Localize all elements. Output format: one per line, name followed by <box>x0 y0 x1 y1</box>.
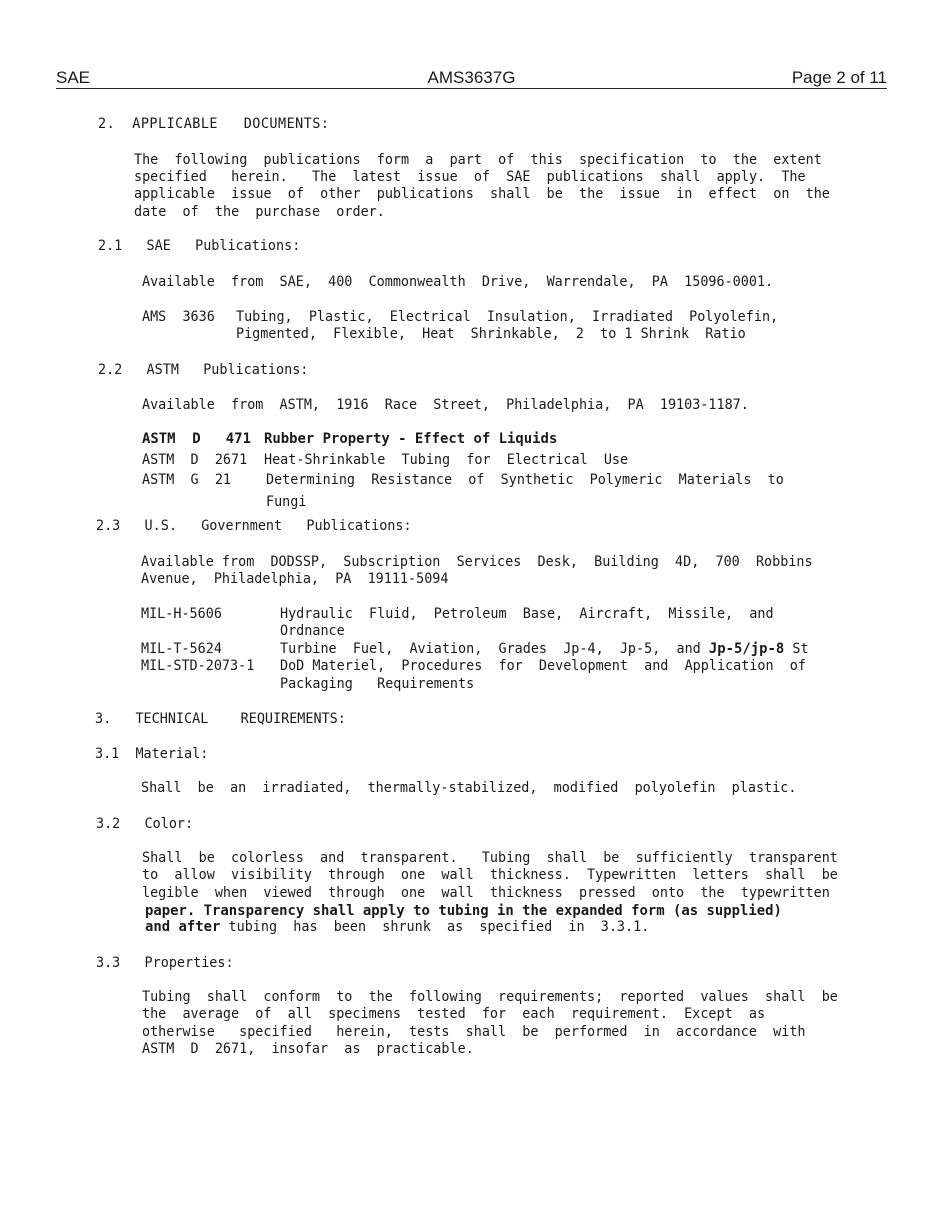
astm-d2671-title: Heat-Shrinkable Tubing for Electrical Use <box>264 452 629 468</box>
dodssp-availability-cont: Avenue, Philadelphia, PA 19111-5094 <box>141 571 449 587</box>
section-2-para-line: specified herein. The latest issue of SAE publications shall apply. The <box>134 169 806 185</box>
properties-para-line: the average of all specimens tested for each requirement. Except as <box>142 1006 766 1022</box>
sae-availability: Available from SAE, 400 Commonwealth Drive, Warrendale, PA 15096-0001. <box>142 274 774 290</box>
mil-t-5624-title <box>280 641 809 659</box>
page-header <box>56 66 887 89</box>
astm-d2671-id: ASTM D 2671 <box>142 452 248 468</box>
color-para-line-last <box>145 919 649 937</box>
section-2-para-line: The following publications form a part of this specification to the extent <box>134 152 822 168</box>
mil-t-5624-title-bold: Jp-5/jp-8 <box>708 641 785 657</box>
ams-3636-title-cont: Pigmented, Flexible, Heat Shrinkable, 2 to 1 Shrink Ratio <box>236 326 746 342</box>
mil-t-5624-title-tail: St <box>784 641 809 657</box>
astm-availability: Available from ASTM, 1916 Race Street, Philadelphia, PA 19103-1187. <box>142 397 749 413</box>
section-3-heading: 3. TECHNICAL REQUIREMENTS: <box>95 711 346 727</box>
section-2-3-heading: 2.3 U.S. Government Publications: <box>96 518 412 534</box>
color-para-rest: tubing has been shrunk as specified in 3.3.1. <box>220 919 650 935</box>
color-para-line: to allow visibility through one wall thickness. Typewritten letters shall be <box>142 867 838 883</box>
color-para-line-bold: paper. Transparency shall apply to tubing in the expanded form (as supplied) <box>145 903 782 919</box>
header-doc-number: AMS3637G <box>427 68 516 87</box>
header-page-number: Page 2 of 11 <box>791 68 887 87</box>
mil-t-5624-title-text: Turbine Fuel, Aviation, Grades Jp-4, Jp-5, and <box>280 641 709 657</box>
section-2-para-line: date of the purchase order. <box>134 204 385 220</box>
header-org: SAE <box>56 68 91 87</box>
section-2-para-line: applicable issue of other publications shall be the issue in effect on the <box>134 186 830 202</box>
section-2-heading: 2. APPLICABLE DOCUMENTS: <box>98 116 330 132</box>
dodssp-availability: Available from DODSSP, Subscription Services Desk, Building 4D, 700 Robbins <box>141 554 813 570</box>
mil-t-5624-id: MIL-T-5624 <box>141 641 222 657</box>
section-2-2-heading: 2.2 ASTM Publications: <box>98 362 309 378</box>
astm-g21-title: Determining Resistance of Synthetic Polymeric Materials to <box>266 472 784 488</box>
astm-g21-title-cont: Fungi <box>266 494 307 510</box>
color-para-line: Shall be colorless and transparent. Tubing shall be sufficiently transparent <box>142 850 838 866</box>
properties-para-line: otherwise specified herein, tests shall be performed in accordance with <box>142 1024 806 1040</box>
properties-para-line: ASTM D 2671, insofar as practicable. <box>142 1041 474 1057</box>
section-2-1-heading: 2.1 SAE Publications: <box>98 238 301 254</box>
color-para-bold-prefix: and after <box>145 919 221 935</box>
properties-para-line: Tubing shall conform to the following requirements; reported values shall be <box>142 989 838 1005</box>
material-text: Shall be an irradiated, thermally-stabilized, modified polyolefin plastic. <box>141 780 797 796</box>
section-3-2-heading: 3.2 Color: <box>96 816 194 832</box>
mil-std-2073-1-id: MIL-STD-2073-1 <box>141 658 255 674</box>
color-para-line: legible when viewed through one wall thickness pressed onto the typewritten <box>142 885 830 901</box>
mil-std-2073-1-title: DoD Materiel, Procedures for Development and Application of <box>280 658 806 674</box>
astm-d471-id: ASTM D 471 <box>142 431 251 447</box>
ams-3636-id: AMS 3636 <box>142 309 215 325</box>
mil-h-5606-title-cont: Ordnance <box>280 623 345 639</box>
mil-std-2073-1-title-cont: Packaging Requirements <box>280 676 475 692</box>
astm-d471-title: Rubber Property - Effect of Liquids <box>264 431 558 447</box>
astm-g21-id: ASTM G 21 <box>142 472 232 488</box>
section-3-1-heading: 3.1 Material: <box>95 746 209 762</box>
mil-h-5606-title: Hydraulic Fluid, Petroleum Base, Aircraft, Missile, and <box>280 606 774 622</box>
section-3-3-heading: 3.3 Properties: <box>96 955 234 971</box>
mil-h-5606-id: MIL-H-5606 <box>141 606 222 622</box>
ams-3636-title: Tubing, Plastic, Electrical Insulation, Irradiated Polyolefin, <box>236 309 779 325</box>
